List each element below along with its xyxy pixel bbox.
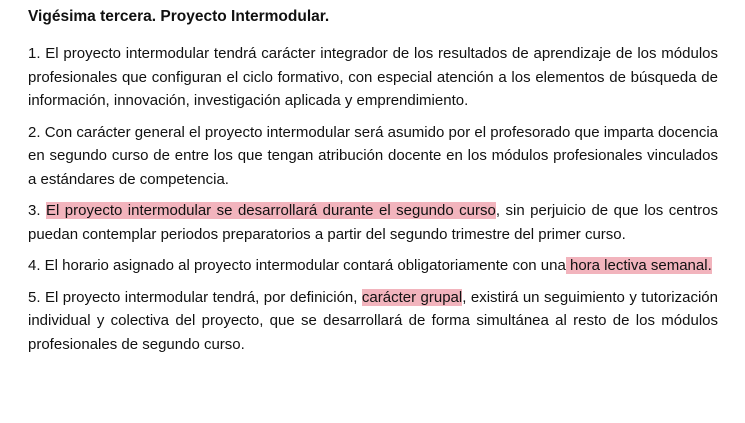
highlight-weekly-hour: hora lectiva semanal. <box>565 257 712 274</box>
paragraph-4-text: 4. El horario asignado al proyecto intermodular contará obligatoriamente con una <box>28 257 566 274</box>
paragraph-5-rest: , existirá un seguimiento y tutorización individual y colectiva del proyecto, que se desarrollará de forma simultánea al resto de los módulos profesionales de segundo curso. <box>28 288 718 353</box>
highlight-second-course: El proyecto intermodular se desarrollará durante el segundo curso <box>45 202 496 219</box>
section-title: Vigésima tercera. Proyecto Intermodular. <box>28 8 330 25</box>
paragraph-2-text: 2. Con carácter general el proyecto intermodular será asumido por el profesorado que imparta docencia en segundo curso de entre los que tengan atribución docente en los módulos profesionales vinculados a estándares de competencia. <box>28 123 718 188</box>
paragraph-2 <box>28 121 718 192</box>
paragraph-1 <box>28 42 718 113</box>
paragraph-3 <box>28 199 718 246</box>
highlight-group-character: carácter grupal <box>361 288 463 306</box>
paragraph-5 <box>28 286 718 357</box>
paragraph-3-rest: , sin perjuicio de que los centros puedan contemplar periodos preparatorios a partir del segundo trimestre del primer curso. <box>28 202 718 243</box>
paragraph-3-number: 3. <box>28 202 46 219</box>
document <box>28 6 718 364</box>
paragraph-4 <box>28 254 718 278</box>
paragraph-1-text: 1. El proyecto intermodular tendrá carácter integrador de los resultados de aprendizaje de los módulos profesionales que configuran el ciclo formativo, con especial atención a los elementos de búsqueda de información, innovación, investigación aplicada y emprendimiento. <box>28 45 718 109</box>
paragraph-5-start: 5. El proyecto intermodular tendrá, por definición, <box>28 288 362 306</box>
